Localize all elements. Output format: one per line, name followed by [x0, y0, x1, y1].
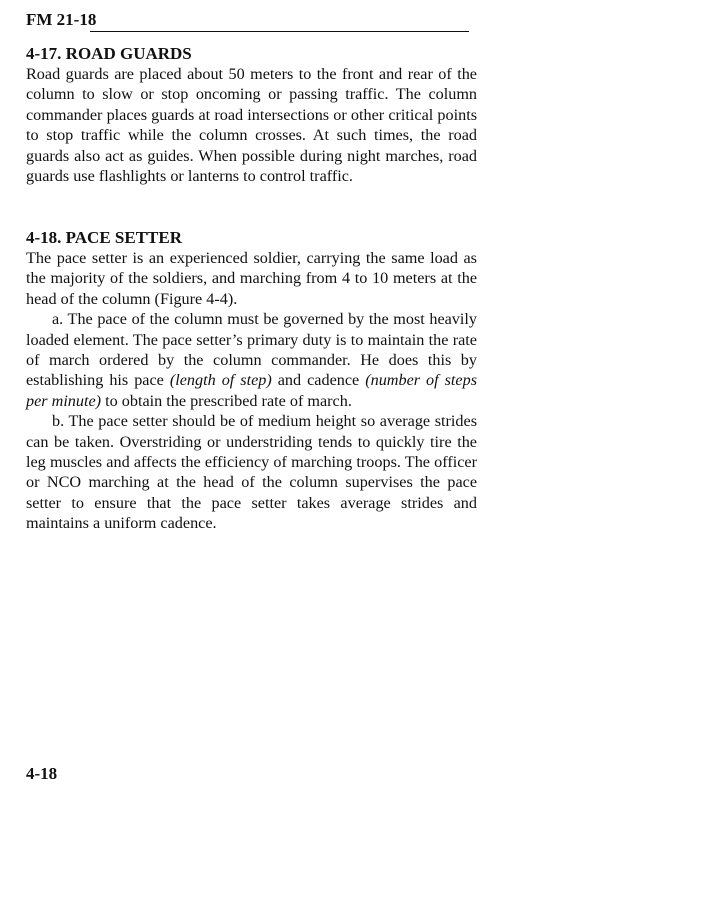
section-heading-pace-setter: 4-18. PACE SETTER	[26, 228, 183, 247]
pace-setter-intro: The pace setter is an experienced soldier, carrying the same load as the majority of the soldiers, and marching from 4 to 10 meters at the head of the column (Figure 4-4).	[26, 249, 477, 308]
para-a-text-3: to obtain the prescribed rate of march.	[101, 391, 352, 410]
para-a-italic-steps-per-minute: (number of steps per minute)	[26, 371, 478, 410]
road-guards-body: Road guards are placed about 50 meters to the front and rear of the column to slow or stop oncoming or passing traffic. The column commander places guards at road intersections or other critical points to stop traffic while the column crosses. At such times, the road guards also act as guides. When possible during night marches, road guards use flashlights or lanterns to control traffic.	[26, 65, 477, 186]
page-number: 4-18	[26, 764, 58, 783]
para-a-text-1: a. The pace of the column must be governed by the most heavily loaded element. The pace setter’s primary duty is to maintain the rate of march ordered by the column commander. He does this by establishing his pace	[26, 310, 477, 390]
pace-setter-paragraph-b: b. The pace setter should be of medium height so average strides can be taken. Overstriding or understriding tends to quickly tire the leg muscles and affects the efficiency of marching troops. The officer or NCO marching at the head of the column supervises the pace setter to ensure that the pace setter takes average strides and maintains a uniform cadence.	[26, 412, 477, 533]
para-a-text-2: and cadence	[271, 371, 366, 390]
pace-setter-paragraph-a	[26, 309, 477, 411]
section-pace-setter	[26, 228, 477, 534]
header-rule	[90, 31, 469, 32]
section-heading-road-guards: 4-17. ROAD GUARDS	[26, 44, 192, 63]
section-road-guards	[26, 44, 477, 186]
running-header: FM 21-18	[26, 10, 97, 29]
para-a-italic-length-of-step: (length of step)	[169, 371, 272, 390]
